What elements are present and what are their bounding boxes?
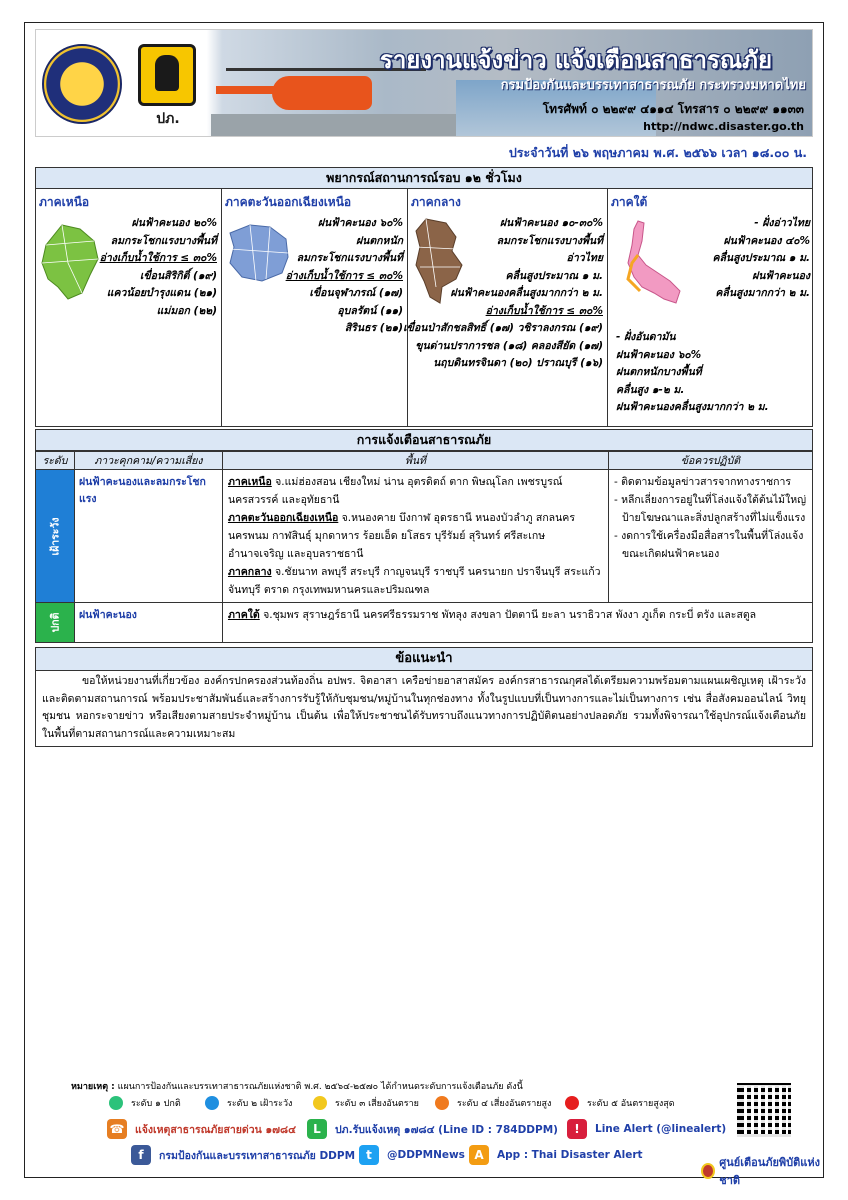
line-alert-text: Line Alert (@linealert)	[595, 1123, 727, 1135]
south-line: คลื่นสูงประมาณ ๑ ม.	[712, 252, 810, 264]
line-alert-contact[interactable]	[567, 1119, 726, 1139]
forecast-northeast	[222, 189, 408, 427]
legend-level-1	[109, 1095, 181, 1111]
north-map-icon	[40, 223, 100, 301]
south-line: ฝนฟ้าคะนองคลื่นสูงมากกว่า ๒ ม.	[616, 401, 769, 413]
col-action: ข้อควรปฏิบัติ	[608, 452, 812, 470]
header-banner	[35, 29, 813, 137]
yellow-dot-icon	[313, 1096, 327, 1110]
level-label: เฝ้าระวัง	[49, 517, 62, 555]
area-entry	[228, 563, 603, 599]
footnote	[71, 1079, 523, 1093]
south-line: - ฝั่งอันดามัน	[616, 331, 676, 343]
helicopter-photo	[272, 76, 372, 110]
line-contact[interactable]	[307, 1119, 558, 1139]
south-line: ฝนฟ้าคะนอง ๖๐%	[616, 348, 702, 361]
legend-label: ระดับ ๑ ปกติ	[131, 1099, 181, 1109]
col-area: พื้นที่	[222, 452, 608, 470]
level-badge-watch	[36, 470, 75, 603]
table-row	[36, 470, 813, 603]
northeast-line: อุบลรัตน์ (๑๑)	[337, 304, 403, 317]
footnote-text: แผนการป้องกันและบรรเทาสาธารณภัยแห่งชาติ พ.ศ. ๒๕๖๔-๒๕๗๐ ได้กำหนดระดับการแจ้งเตือนภัย ดังนี้	[114, 1082, 523, 1092]
warning-table	[35, 451, 813, 643]
area-text: จ.ชุมพร สุราษฎร์ธานี นครศรีธรรมราช พัทลุง สงขลา ปัตตานี ยะลา นราธิวาส พังงา ภูเก็ต กระบี่ ตรัง และสตูล	[259, 609, 757, 621]
ministry-seal-icon	[42, 44, 122, 124]
center-name-text: ศูนย์เตือนภัยพิบัติแห่งชาติ	[719, 1156, 821, 1187]
central-line: อ่าวไทย	[566, 252, 603, 264]
app-icon: A	[469, 1145, 489, 1165]
central-line: คลื่นสูงประมาณ ๑ ม.	[505, 269, 603, 282]
facebook-contact[interactable]	[131, 1145, 355, 1165]
legend-level-4	[435, 1095, 551, 1111]
forecast-south	[608, 189, 814, 427]
region-name: ภาคตะวันออกเฉียงเหนือ	[225, 195, 352, 209]
northeast-line: ลมกระโชกแรงบางพื้นที่	[296, 252, 403, 264]
footnote-label: หมายเหตุ :	[71, 1082, 115, 1092]
area-entry	[228, 509, 603, 563]
area-text: จ.หนองคาย บึงกาฬ อุดรธานี หนองบัวลำภู สกลนคร นครพนม กาฬสินธุ์ มุกดาหาร ร้อยเอ็ด ยโสธร บุรีรัมย์ สุรินทร์ ศรีสะเกษ อำนาจเจริญ และอุบลราชธานี	[227, 512, 575, 560]
north-line: เขื่อนสิริกิติ์ (๑๙)	[139, 269, 217, 282]
north-line: แควน้อยบำรุงแดน (๒๑)	[106, 287, 217, 299]
central-line: ลมกระโชกแรงบางพื้นที่	[496, 234, 603, 247]
northeast-line: ฝนฟ้าคะนอง ๖๐%	[317, 217, 403, 229]
area-text: จ.ชัยนาท ลพบุรี สระบุรี กาญจนบุรี ราชบุรี นครนายก ปราจีนบุรี สระแก้ว จันทบุรี ตราด กรุงเทพมหานครและปริมณฑล	[227, 566, 601, 596]
hotline-text: แจ้งเหตุสาธารณภัยสายด่วน ๑๗๘๔	[135, 1123, 297, 1136]
region-name: ภาคเหนือ	[39, 195, 90, 209]
south-line: ฝนฟ้าคะนอง ๔๐%	[723, 234, 810, 247]
action-item: - ติดตามข้อมูลข่าวสารจากทางราชการ	[613, 476, 792, 488]
warning-title: การแจ้งเตือนสาธารณภัย	[35, 429, 813, 451]
central-line: นฤบดินทรจินดา (๒๐) ปราณบุรี (๑๖)	[433, 357, 603, 369]
action-item: - หลีกเลี่ยงการอยู่ในที่โล่งแจ้งใต้ต้นไม้ใหญ่ ป้ายโฆษณาและสิ่งปลูกสร้างที่ไม่แข็งแรง	[613, 494, 807, 524]
ddpm-logo-text: ปภ.	[156, 111, 180, 127]
hotline-contact[interactable]	[107, 1119, 296, 1139]
central-details	[403, 215, 603, 373]
issue-date: ประจำวันที่ ๒๖ พฤษภาคม พ.ศ. ๒๕๖๖ เวลา ๑๘.๐๐ น.	[508, 145, 807, 160]
south-line: ฝนฟ้าคะนอง	[752, 269, 810, 282]
ground-photo	[211, 114, 471, 137]
south-andaman-details	[616, 329, 769, 417]
action-cell	[608, 470, 812, 603]
advice-text: ขอให้หน่วยงานที่เกี่ยวข้อง องค์กรปกครองส่วนท้องถิ่น อปพร. จิตอาสา เครือข่ายอาสาสมัคร องค์กรสาธารณกุศลได้เตรียมความพร้อมตามแผนเผชิญเหตุ เฝ้าระวังและติดตามสถานการณ์ พร้อมประชาสัมพันธ์และสร้างการรับรู้ให้กับชุมชน/หมู่บ้านในทุกช่องทาง ทั้งในรูปแบบที่เป็นทางการและไม่เป็นทางการ เช่น สื่อสังคมออนไลน์ วิทยุชุมชน หอกระจายข่าว หรือเสียงตามสายประจำหมู่บ้าน เป็นต้น เพื่อให้ประชาชนได้รับทราบถึงแนวทางการปฏิบัติตนอย่างปลอดภัย รวมทั้งพิจารณาใช้อุปกรณ์แจ้งเตือนภัยในพื้นที่ตามสถานการณ์และความเหมาะสม	[35, 671, 813, 747]
hazard-cell: ฝนฟ้าคะนองและลมกระโชกแรง	[74, 470, 222, 603]
table-row	[36, 603, 813, 643]
region-name: ภาคใต้	[611, 195, 648, 209]
region-name: ภาคกลาง	[411, 195, 461, 209]
central-line: ฝนฟ้าคะนองคลื่นสูงมากกว่า ๒ ม.	[450, 287, 603, 299]
area-region: ภาคตะวันออกเฉียงเหนือ	[227, 512, 339, 524]
facebook-icon: f	[131, 1145, 151, 1165]
central-line: อ่างเก็บน้ำใช้การ ≤ ๓๐%	[485, 304, 603, 317]
area-cell	[222, 470, 608, 603]
hazard-cell: ฝนฟ้าคะนอง	[74, 603, 222, 643]
south-line: คลื่นสูง ๑-๒ ม.	[616, 383, 685, 396]
northeast-line: เขื่อนจุฬาภรณ์ (๑๗)	[309, 287, 403, 299]
blue-dot-icon	[205, 1096, 219, 1110]
report-sheet	[24, 22, 824, 1187]
northeast-map-shape	[230, 225, 288, 281]
northeast-line: อ่างเก็บน้ำใช้การ ≤ ๓๐%	[285, 269, 403, 282]
legend-label: ระดับ ๒ เฝ้าระวัง	[227, 1099, 293, 1109]
website-link[interactable]: http://ndwc.disaster.go.th	[643, 120, 804, 133]
area-entry	[228, 473, 603, 509]
northeast-map-icon	[226, 223, 292, 283]
app-text: App : Thai Disaster Alert	[497, 1149, 643, 1161]
northeast-details	[286, 215, 403, 338]
area-entry	[228, 606, 807, 624]
legend-level-5	[565, 1095, 675, 1111]
south-line: ฝนตกหนักบางพื้นที่	[616, 366, 702, 378]
legend-level-2	[205, 1095, 292, 1111]
app-contact[interactable]	[469, 1145, 643, 1165]
warning-center-logo-icon	[701, 1163, 715, 1179]
legend-level-3	[313, 1095, 419, 1111]
north-line: อ่างเก็บน้ำใช้การ ≤ ๓๐%	[99, 252, 217, 264]
legend-label: ระดับ ๕ อันตรายสูงสุด	[587, 1099, 675, 1109]
facebook-text: กรมป้องกันและบรรเทาสาธารณภัย DDPM	[159, 1149, 356, 1162]
north-line: ฝนฟ้าคะนอง ๒๐%	[131, 217, 217, 229]
twitter-icon: t	[359, 1145, 379, 1165]
qr-code-pattern	[737, 1083, 791, 1137]
col-level: ระดับ	[36, 452, 75, 470]
level-label: ปกติ	[49, 612, 62, 633]
hotline-phone-icon: ☎	[107, 1119, 127, 1139]
legend-label: ระดับ ๔ เสี่ยงอันตรายสูง	[457, 1099, 552, 1109]
phone-fax: โทรศัพท์ ๐ ๒๒๙๙ ๔๑๑๔ โทรสาร ๐ ๒๒๙๙ ๑๑๓๓	[542, 102, 804, 116]
south-map-icon	[618, 219, 688, 307]
north-details	[100, 215, 217, 320]
line-alert-icon: !	[567, 1119, 587, 1139]
forecast-title: พยากรณ์สถานการณ์รอบ ๑๒ ชั่วโมง	[35, 167, 813, 189]
advice-title: ข้อแนะนำ	[35, 647, 813, 671]
north-line: ลมกระโชกแรงบางพื้นที่	[110, 234, 217, 247]
central-line: เขื่อนป่าสักชลสิทธิ์ (๑๗) วชิราลงกรณ (๑๙)	[403, 322, 603, 334]
forecast-central	[403, 189, 608, 427]
report-title: รายงานแจ้งข่าว แจ้งเตือนสาธารณภัย	[379, 46, 773, 74]
ddpm-hand-logo-icon	[138, 44, 196, 106]
line-app-icon: L	[307, 1119, 327, 1139]
south-map-shape	[628, 221, 680, 303]
twitter-contact[interactable]	[359, 1145, 465, 1165]
red-dot-icon	[565, 1096, 579, 1110]
level-badge-normal	[36, 603, 75, 643]
central-line: ขุนด่านปราการชล (๑๘) คลองสียัด (๑๗)	[415, 339, 603, 352]
south-line: - ฝั่งอ่าวไทย	[754, 217, 810, 229]
legend-label: ระดับ ๓ เสี่ยงอันตราย	[335, 1099, 419, 1109]
forecast-grid	[35, 189, 813, 427]
area-region: ภาคกลาง	[227, 566, 272, 578]
line-id-text: ปภ.รับแจ้งเหตุ ๑๗๘๔ (Line ID : 784DDPM)	[335, 1123, 558, 1136]
warning-header-row	[36, 452, 813, 470]
col-hazard: ภาวะคุกคาม/ความเสี่ยง	[74, 452, 222, 470]
area-region: ภาคเหนือ	[227, 476, 272, 488]
north-line: แม่มอก (๒๒)	[156, 304, 217, 317]
action-item: - งดการใช้เครื่องมือสื่อสารในพื้นที่โล่งแจ้ง ขณะเกิดฝนฟ้าคะนอง	[613, 530, 804, 560]
central-line: ฝนฟ้าคะนอง ๑๐-๓๐%	[499, 217, 603, 229]
northeast-line: ฝนตกหนัก	[356, 234, 403, 247]
center-name	[701, 1153, 823, 1189]
twitter-text: @DDPMNews	[387, 1149, 465, 1161]
forecast-north	[36, 189, 222, 427]
area-region: ภาคใต้	[227, 609, 260, 621]
department-name: กรมป้องกันและบรรเทาสาธารณภัย กระทรวงมหาดไทย	[500, 78, 806, 93]
south-line: คลื่นสูงมากกว่า ๒ ม.	[715, 287, 810, 299]
south-gulf-details	[712, 215, 810, 303]
area-text: จ.แม่ฮ่องสอน เชียงใหม่ น่าน อุตรดิตถ์ ตาก พิษณุโลก เพชรบูรณ์ นครสวรรค์ และอุทัยธานี	[227, 476, 563, 506]
northeast-line: สิรินธร (๒๑)	[344, 322, 403, 334]
area-cell	[222, 603, 812, 643]
orange-dot-icon	[435, 1096, 449, 1110]
green-dot-icon	[109, 1096, 123, 1110]
